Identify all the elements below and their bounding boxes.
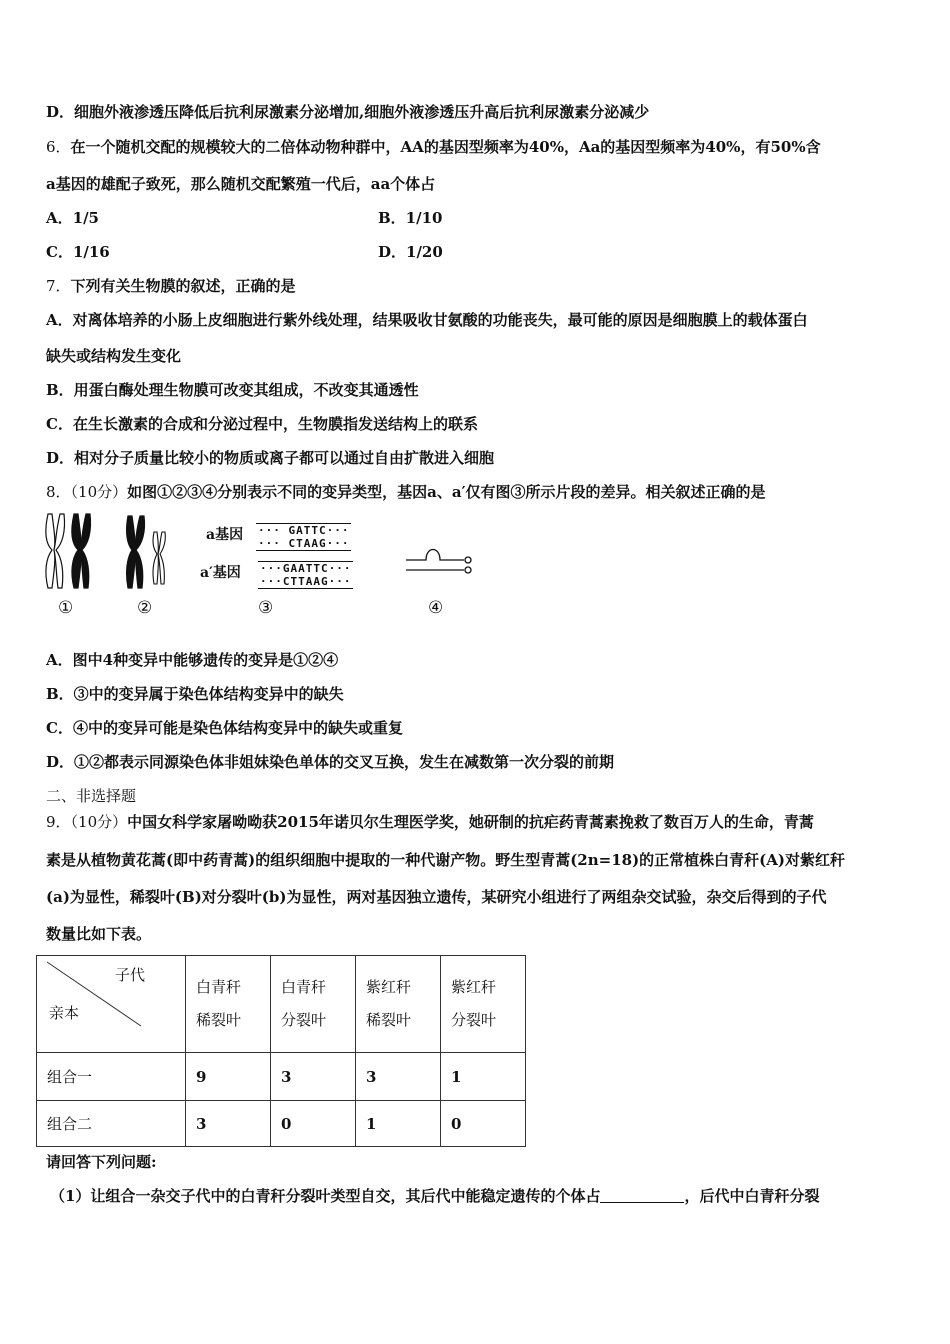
q9-sub1 [50,1186,819,1206]
q9-stem-line3: (a)为显性，稀裂叶(B)对分裂叶(b)为显性，两对基因独立遗传，某研究小组进行了两组杂交试验，杂交后得到的子代 [46,888,827,906]
figure-3-label: ③ [258,598,274,618]
q9-stem-line4: 数量比如下表。 [46,925,152,943]
header-purple-sparse [356,956,441,1053]
q7-number: 7． [46,277,71,295]
q8-stem [46,482,766,502]
table-header-row [37,956,526,1053]
corner-label-parent: 亲本 [49,1004,80,1022]
q9-text1: 中国女科学家屠呦呦获2015年诺贝尔生理医学奖，她研制的抗疟药青蒿素挽救了数百万人的生命，青蒿 [127,813,814,831]
q7-option-a-line1: A．对离体培养的小肠上皮细胞进行紫外线处理，结果吸收甘氨酸的功能丧失，最可能的原因是细胞膜上的载体蛋白 [46,311,808,329]
figure-2-label: ② [137,598,153,618]
q8-option-b: B．③中的变异属于染色体结构变异中的缺失 [46,685,344,703]
figure-1-label: ① [58,598,74,618]
table-row [37,1053,526,1101]
table-cell: 3 [186,1101,271,1147]
gene-a-prime-strand-bottom: ···CTTAAG··· [260,575,352,588]
q8-text: 如图①②③④分别表示不同的变异类型，基因a、a′仅有图③所示片段的差异。相关叙述正确的是 [127,483,766,501]
q9-prompt: 请回答下列问题: [46,1153,157,1171]
q7-option-c: C．在生长激素的合成和分泌过程中，生物膜指发送结构上的联系 [46,415,478,433]
q9-sub1-text: （1）让组合一杂交子代中的白青秆分裂叶类型自交，其后代中能稳定遗传的个体占 [50,1187,601,1205]
table-cell: 3 [271,1053,356,1101]
q7-stem [46,276,296,296]
figure-1-chromosomes [40,512,100,592]
row-label: 组合二 [37,1101,186,1147]
q8-option-d: D．①②都表示同源染色体非姐妹染色单体的交叉互换，发生在减数第一次分裂的前期 [46,753,615,771]
q9-number: 9．（10分） [46,813,128,831]
q6-number: 6． [46,138,71,156]
table-cell: 1 [356,1101,441,1147]
gene-a-label: a基因 [206,527,244,543]
q7-option-d: D．相对分子质量比较小的物质或离子都可以通过自由扩散进入细胞 [46,449,495,467]
q6-stem-line1 [46,137,821,157]
header-white-sparse [186,956,271,1053]
section-heading: 二、非选择题 [46,787,137,805]
q7-text: 下列有关生物膜的叙述，正确的是 [70,277,296,295]
answer-blank[interactable] [600,1188,684,1203]
header-line2: 稀裂叶 [366,1011,412,1029]
figure-2-chromosomes [122,512,172,592]
offspring-ratio-table [36,955,526,1147]
gene-a-strand-top: ··· GATTC··· [258,524,350,537]
figure-4-label: ④ [428,598,444,618]
q8-number: 8．（10分） [46,483,128,501]
header-line1: 白青秆 [281,978,327,996]
q6-text1: 在一个随机交配的规模较大的二倍体动物种群中，AA的基因型频率为40%，Aa的基因型频率为40%，有50%含 [70,138,821,156]
q6-option-d: D．1/20 [378,243,443,261]
header-purple-divided [441,956,526,1053]
header-line1: 紫红秆 [366,978,412,996]
q7-option-b: B．用蛋白酶处理生物膜可改变其组成，不改变其通透性 [46,381,419,399]
header-line1: 白青秆 [196,978,242,996]
q8-option-c: C．④中的变异可能是染色体结构变异中的缺失或重复 [46,719,403,737]
gene-a-prime-sequence [258,561,353,589]
table-corner-cell [37,956,186,1053]
header-white-divided [271,956,356,1053]
q5-option-d: D．细胞外液渗透压降低后抗利尿激素分泌增加,细胞外液渗透压升高后抗利尿激素分泌减少 [46,103,650,121]
table-cell: 0 [271,1101,356,1147]
q6-option-c: C．1/16 [46,243,110,261]
q6-stem-line2: a基因的雄配子致死，那么随机交配繁殖一代后，aa个体占 [46,175,436,193]
table-cell: 3 [356,1053,441,1101]
q9-sub1-text-end: ，后代中白青秆分裂 [684,1187,820,1205]
header-line2: 分裂叶 [281,1011,327,1029]
row-label: 组合一 [37,1053,186,1101]
q7-option-a-line2: 缺失或结构发生变化 [46,347,182,365]
gene-a-sequence [256,523,351,551]
table-row [37,1101,526,1147]
table-cell: 9 [186,1053,271,1101]
q8-option-a: A．图中4种变异中能够遗传的变异是①②④ [46,651,339,669]
figure-4-loop-diagram [402,538,482,578]
corner-label-offspring: 子代 [114,966,145,984]
header-line2: 分裂叶 [451,1011,497,1029]
q6-option-b: B．1/10 [378,209,443,227]
q9-stem-line1 [46,812,814,832]
gene-a-prime-strand-top: ···GAATTC··· [260,562,352,575]
gene-a-prime-label: a′基因 [200,565,241,581]
header-line2: 稀裂叶 [196,1011,242,1029]
table-cell: 0 [441,1101,526,1147]
table-cell: 1 [441,1053,526,1101]
header-line1: 紫红秆 [451,978,497,996]
q9-stem-line2: 素是从植物黄花蒿(即中药青蒿)的组织细胞中提取的一种代谢产物。野生型青蒿(2n=18)的正常植株白青秆(A)对紫红秆 [46,851,846,869]
gene-a-strand-bottom: ··· CTAAG··· [258,537,350,550]
q6-option-a: A．1/5 [46,209,99,227]
